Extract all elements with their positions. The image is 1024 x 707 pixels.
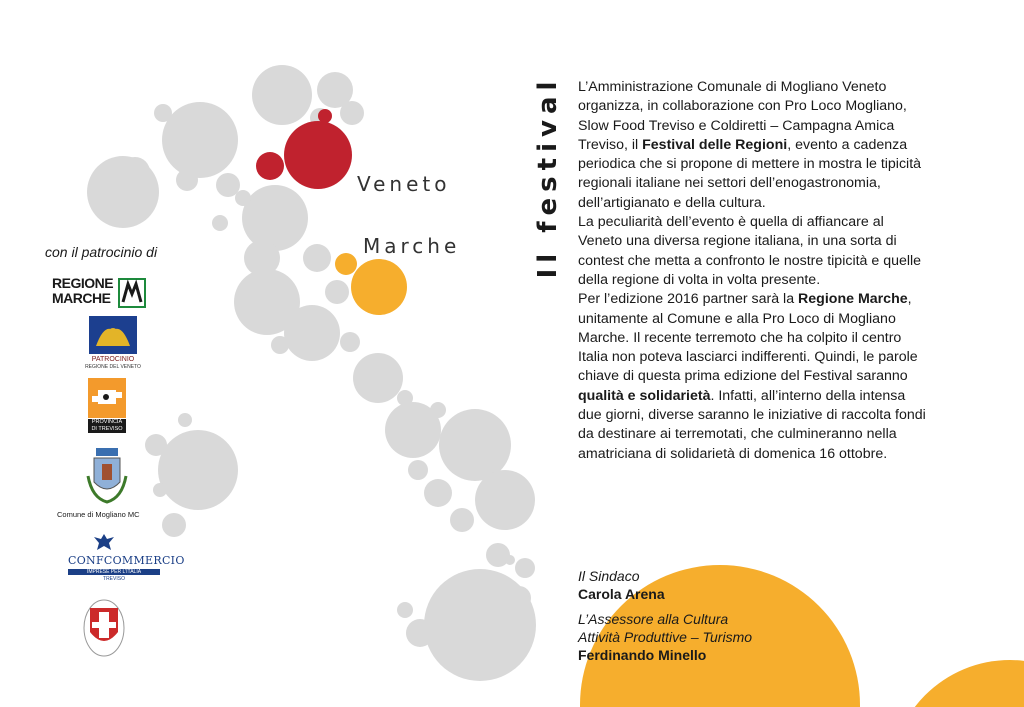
map-circle [303, 244, 331, 272]
veneto-caption-1: PATROCINIO [91, 356, 135, 363]
regione-marche-logo [52, 276, 152, 310]
regione-marche-text-2: MARCHE [52, 290, 111, 306]
map-circle [515, 558, 535, 578]
decor-orange-circle-2 [890, 660, 1024, 707]
map-circle [505, 555, 515, 565]
p3-text-a: Per l’edizione 2016 partner sarà la [578, 291, 799, 308]
map-circle [424, 479, 452, 507]
confcommercio-text: CONFCOMMERCIO [68, 554, 185, 567]
map-circle [242, 185, 308, 251]
p3-highlight-keywords: qualità e solidarietà [578, 387, 711, 404]
map-circle [154, 104, 172, 122]
veneto-circle-large [284, 121, 352, 189]
veneto-circle-small [256, 152, 284, 180]
provincia-treviso-logo [88, 378, 128, 436]
map-circle [284, 305, 340, 361]
map-circle [325, 280, 349, 304]
map-circle [162, 102, 238, 178]
p1-highlight: Festival delle Regioni [642, 136, 788, 153]
paragraph-1 [578, 78, 928, 213]
p3-highlight-region: Regione Marche [798, 291, 908, 308]
map-circle [158, 430, 238, 510]
map-circle [408, 460, 428, 480]
map-circle [397, 602, 413, 618]
confcommercio-city: TREVISO [103, 576, 125, 582]
eagle-icon [93, 532, 115, 552]
mayor-name: Carola Arena [578, 586, 665, 602]
confcommercio-subtitle: IMPRESE PER L’ITALIA [68, 569, 160, 575]
p1-text-a: L’Amministrazione Comunale di Mogliano Veneto organizza, in collaborazione con Pro Loco Mogliano, Slow Food Treviso e Coldiretti – Campagna Amica Treviso, il [578, 79, 907, 153]
provincia-emblem-icon [88, 378, 126, 418]
map-circle [145, 434, 167, 456]
map-circle [430, 402, 446, 418]
marche-circle-small [335, 253, 357, 275]
veneto-circle-dot [318, 109, 332, 123]
map-circle [406, 619, 434, 647]
pro-loco-crest [82, 598, 126, 658]
festival-title [518, 75, 578, 279]
map-circle [176, 169, 198, 191]
comune-mogliano-text: Comune di Mogliano MC [57, 510, 140, 519]
signature-assessore [578, 610, 752, 664]
assessore-role-1: L’Assessore alla Cultura [578, 611, 729, 627]
paragraph-2: La peculiarità dell’evento è quella di affiancare al Veneto una diversa regione italiana, in una sorta di contest che metta a confronto le nostre tipicità e quelle della regione di volta in volta presente. [578, 214, 922, 288]
map-circle [252, 65, 312, 125]
p3-text-e: . Infatti, all’interno della intensa due giorni, diverse saranno le iniziative di raccolta fondi da destinare ai terremotati, che culmineranno nella amatriciana di solidarietà di domenica 16 ottobre. [578, 387, 926, 462]
map-circle [235, 190, 251, 206]
map-circle [212, 215, 228, 231]
map-circle [424, 569, 536, 681]
marche-circle-large [351, 259, 407, 315]
lion-of-saint-mark-icon [84, 316, 142, 356]
p3-text-c: , unitamente al Comune e alla Pro Loco di Mogliano Marche. Il recente terremoto che ha colpito il centro Italia non poteva lasciarci indifferenti. Quindi, le parole chiave di questa prima edizione del Festival saranno [578, 291, 918, 385]
map-circle [475, 470, 535, 530]
map-circle [340, 332, 360, 352]
map-circle [271, 336, 289, 354]
map-circle [353, 353, 403, 403]
map-circle [153, 483, 167, 497]
region-label-marche: Marche [363, 234, 461, 258]
map-circle [216, 173, 240, 197]
pro-loco-emblem-icon [82, 598, 126, 658]
festival-title-text: Il festival [533, 75, 563, 279]
comune-mogliano-crest [82, 446, 132, 506]
assessore-role-2: Attività Produttive – Turismo [578, 629, 753, 645]
confcommercio-logo [68, 532, 185, 588]
provincia-text-2: DI TREVISO [91, 426, 123, 432]
provincia-text-1: PROVINCIA [91, 419, 123, 425]
regione-marche-emblem-icon [118, 278, 146, 308]
map-circle [87, 156, 159, 228]
mayor-role: Il Sindaco [578, 568, 640, 584]
body-text [578, 78, 928, 464]
assessore-name: Ferdinando Minello [578, 647, 707, 663]
p1-text-c: , evento a cadenza periodica che si propone di mettere in mostra le tipicità regionali italiane nei settori dell’enogastronomia, dell’artigianato e della cultura. [578, 136, 922, 211]
comune-crest-icon [82, 446, 132, 506]
region-label-veneto: Veneto [357, 172, 451, 196]
veneto-caption-2: REGIONE DEL VENETO [85, 364, 141, 370]
regione-veneto-logo [80, 316, 140, 372]
map-circle [439, 409, 511, 481]
regione-marche-text-1: REGIONE [52, 275, 114, 291]
map-circle [450, 508, 474, 532]
map-circle [178, 413, 192, 427]
patronage-label: con il patrocinio di [45, 244, 158, 260]
signature-mayor [578, 567, 665, 603]
paragraph-3 [578, 290, 928, 464]
map-circle [340, 101, 364, 125]
